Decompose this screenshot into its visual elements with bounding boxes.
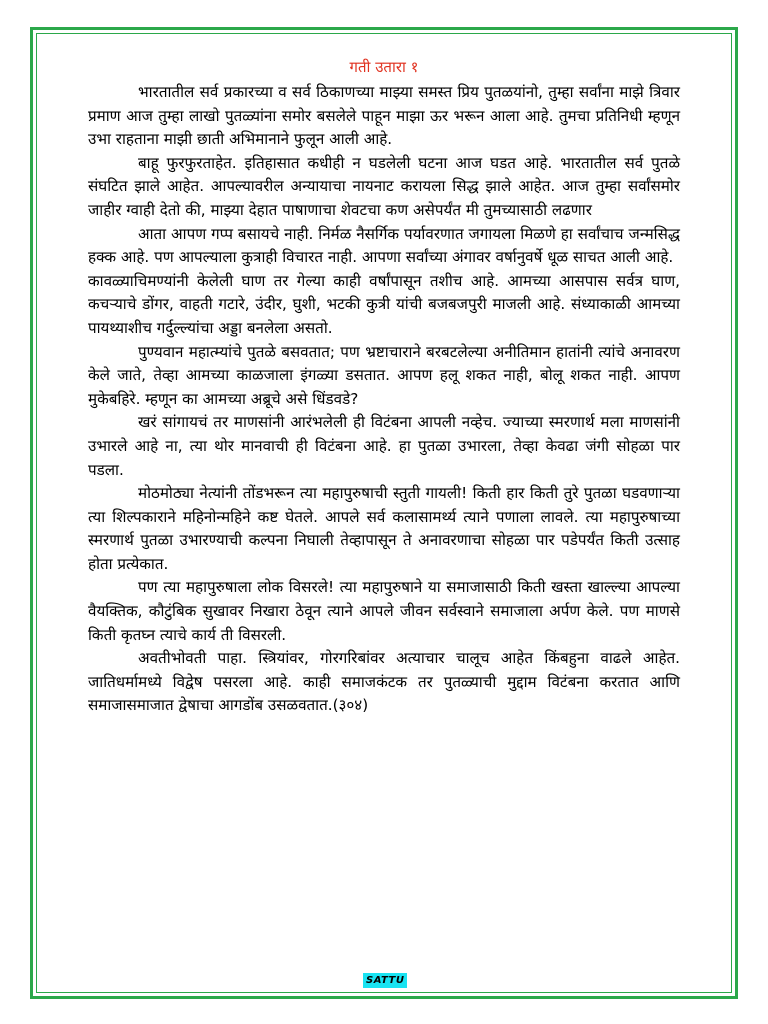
paragraph-1: भारतातील सर्व प्रकारच्या व सर्व ठिकाणच्या माझ्या समस्त प्रिय पुतळयांनो, तुम्हा सर्वांना माझे त्रिवार प्रमाण आज तुम्हा लाखो पुतळ्यांना समोर बसलेले पाहून माझा ऊर भरून आला आहे. तुमचा प्रतिनिधी म्हणून उभा राहताना माझी छाती अभिमानाने फुलून आली आहे.: [88, 83, 680, 149]
passage-title: गती उतारा १: [349, 58, 419, 76]
paragraph-8: पण त्या महापुरुषाला लोक विसरले! त्या महापुरुषाने या समाजासाठी किती खस्ता खाल्ल्या आपल्या वैयक्तिक, कौटुंबिक सुखावर निखारा ठेवून त्याने आपले जीवन सर्वस्वाने समाजाला अर्पण केले. पण माणसे किती कृतघ्न त्याचे कार्य ती विसरली.: [88, 578, 680, 644]
paragraph-5: पुण्यवान महात्म्यांचे पुतळे बसवतात; पण भ्रष्टाचाराने बरबटलेल्या अनीतिमान हातांनी त्यांचे अनावरण केले जाते, तेव्हा आमच्या काळजाला इंगळ्या डसतात. आपण हलू शकत नाही, बोलू शकत नाही. आपण मुकेबहिरे. म्हणून का आमच्या अब्रूचे असे धिंडवडे?: [88, 342, 680, 408]
paragraph-6: खरं सांगायचं तर माणसांनी आरंभलेली ही विटंबना आपली नव्हेच. ज्याच्या स्मरणार्थ मला माणसांनी उभारले आहे ना, त्या थोर मानवाची ही विटंबना आहे. हा पुतळा उभारला, तेव्हा केवढा जंगी सोहळा पार पडला.: [88, 413, 680, 479]
paragraph-2: बाहू फुरफुरताहेत. इतिहासात कधीही न घडलेली घटना आज घडत आहे. भारतातील सर्व पुतळे संघटित झाले आहेत. आपल्यावरील अन्यायाचा नायनाट करायला सिद्ध झाले आहेत. आज तुम्हा सर्वांसमोर जाहीर ग्वाही देतो की, माझ्या देहात पाषाणाचा शेवटचा कण असेपर्यंत मी तुमच्यासाठी लढणार: [88, 153, 680, 219]
paragraph-4: कावळ्याचिमण्यांनी केलेली घाण तर गेल्या काही वर्षांपासून तशीच आहे. आमच्या आसपास सर्वत्र घाण, कचऱ्याचे डोंगर, वाहती गटारे, उंदीर, घुशी, भटकी कुत्री यांची बजबजपुरी माजली आहे. संध्याकाळी आमच्या पायथ्याशीच गर्दुल्ल्यांचा अड्डा बनलेला असतो.: [88, 271, 680, 337]
paragraph-3: आता आपण गप्प बसायचे नाही. निर्मळ नैसर्गिक पर्यावरणात जगायला मिळणे हा सर्वांचाच जन्मसिद्ध हक्क आहे. पण आपल्याला कुत्राही विचारत नाही. आपणा सर्वांच्या अंगावर वर्षानुवर्षे धूळ साचत आली आहे.: [88, 224, 680, 267]
paragraph-9: अवतीभोवती पाहा. स्त्रियांवर, गोरगरिबांवर अत्याचार चालूच आहेत किंबहुना वाढले आहेत. जातिधर्मामध्ये विद्वेष पसरला आहे. काही समाजकंटक तर पुतळ्याची मुद्दाम विटंबना करतात आणि समाजासमाजात द्वेषाचा आगडोंब उसळवतात.(३०४): [88, 649, 680, 715]
passage: [88, 55, 680, 718]
paragraph-7: मोठमोठ्या नेत्यांनी तोंडभरून त्या महापुरुषाची स्तुती गायली! किती हार किती तुरे पुतळा घडवणाऱ्या त्या शिल्पकाराने महिनोन्महिने कष्ट घेतले. आपले सर्व कलासामर्थ्य त्याने पणाला लावले. त्या महापुरुषाच्या स्मरणार्थ पुतळा उभारण्याची कल्पना निघाली तेव्हापासून ते अनावरणाचा सोहळा पार पडेपर्यंत किती उत्साह होता प्रत्येकात.: [88, 484, 680, 573]
footer-tag: SATTU: [363, 973, 407, 988]
